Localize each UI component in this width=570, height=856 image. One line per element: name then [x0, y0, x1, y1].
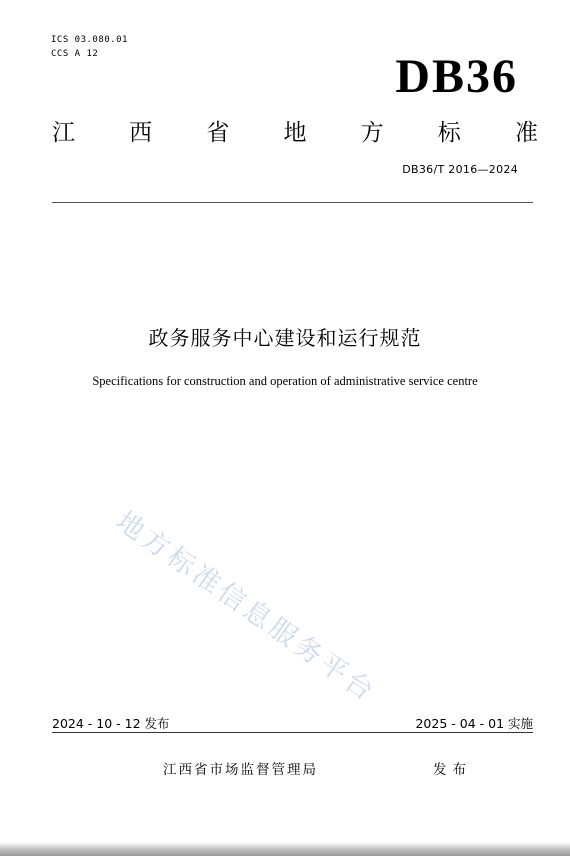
standard-type-char: 准 [514, 120, 538, 146]
standard-type-char: 方 [360, 120, 384, 146]
ccs-code: CCS A 12 [51, 49, 99, 59]
standard-type-char: 江 [52, 120, 75, 146]
standard-type-char: 标 [437, 120, 461, 146]
chinese-title: 政务服务中心建设和运行规范 [148, 326, 422, 350]
standard-type-char: 地 [283, 120, 307, 146]
watermark: 地方标准信息服务平台 [110, 505, 382, 709]
issue-label: 发布 [433, 762, 472, 778]
standard-type-heading [52, 118, 538, 148]
header-divider [52, 202, 533, 203]
implement-date: 2025 - 04 - 01 实施 [415, 716, 533, 731]
standard-type-char: 省 [206, 120, 230, 146]
classification-codes [51, 33, 128, 61]
standard-type-char: 西 [129, 120, 153, 146]
footer-divider [52, 732, 533, 733]
ics-code: ICS 03.080.01 [51, 35, 128, 45]
page-bottom-shadow [0, 842, 570, 856]
standard-logo: DB36 [395, 50, 518, 103]
publish-date: 2024 - 10 - 12 发布 [52, 716, 170, 731]
english-title: Specifications for construction and operation of administrative service centre [92, 374, 478, 388]
standard-number: DB36/T 2016—2024 [402, 163, 518, 176]
issuing-authority: 江西省市场监督管理局 [163, 762, 318, 778]
